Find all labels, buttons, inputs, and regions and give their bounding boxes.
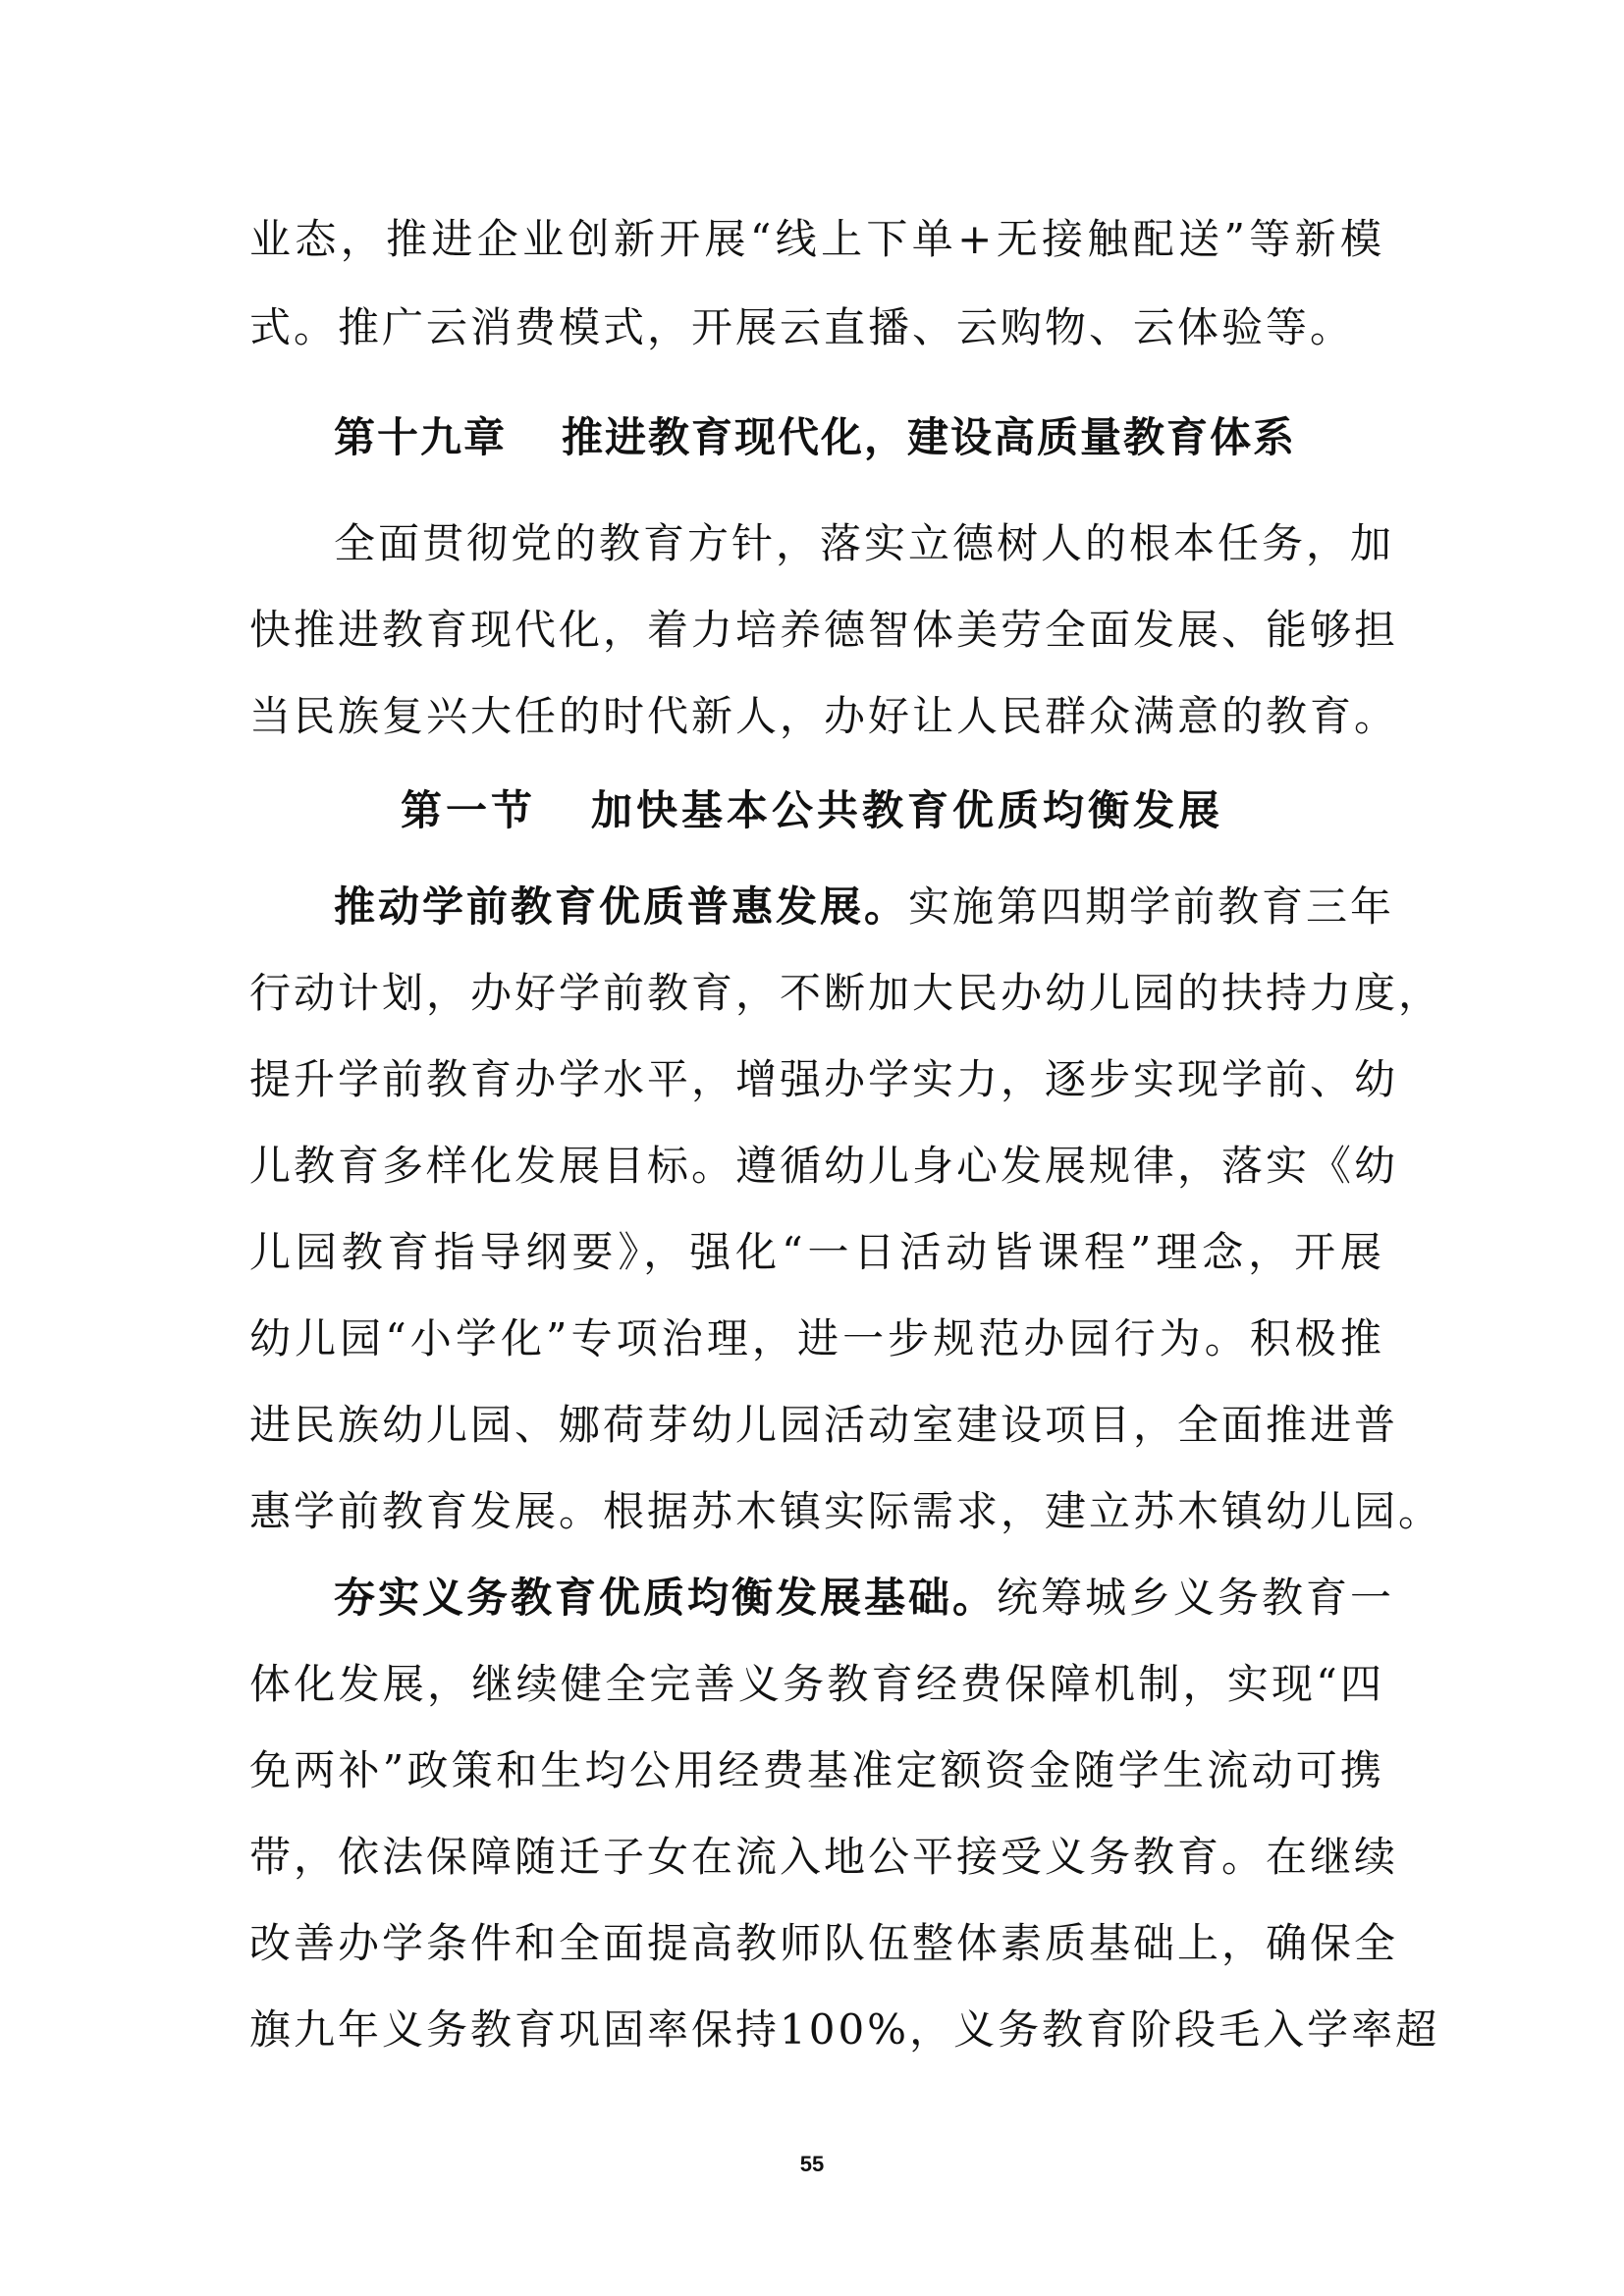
body-line: 式。推广云消费模式，开展云直播、云购物、云体验等。 xyxy=(249,303,1355,351)
paragraph-first-line xyxy=(334,864,1395,950)
body-line: 幼儿园“小学化”专项治理，进一步规范办园行为。积极推 xyxy=(249,1314,1384,1362)
body-line: 儿园教育指导纲要》，强化“一日活动皆课程”理念，开展 xyxy=(249,1228,1384,1276)
body-line: 儿教育多样化发展目标。遵循幼儿身心发展规律，落实《幼 xyxy=(249,1142,1399,1190)
paragraph-text: 统筹城乡义务教育一 xyxy=(997,1574,1395,1622)
page-number: 55 xyxy=(799,2152,825,2176)
body-line: 业态，推进企业创新开展“线上下单+无接触配送”等新模 xyxy=(249,215,1384,263)
body-line: 行动计划，办好学前教育，不断加大民办幼儿园的扶持力度， xyxy=(249,969,1443,1017)
body-line: 进民族幼儿园、娜荷芽幼儿园活动室建设项目，全面推进普 xyxy=(249,1401,1399,1449)
paragraph-lead: 推动学前教育优质普惠发展。 xyxy=(334,882,909,931)
section-number: 第一节 xyxy=(400,786,536,834)
paragraph-first-line xyxy=(334,1555,1395,1641)
section-heading xyxy=(0,768,1624,854)
body-line: 当民族复兴大任的时代新人，办好让人民群众满意的教育。 xyxy=(249,692,1399,740)
chapter-heading xyxy=(334,395,1296,481)
body-line: 体化发展，继续健全完善义务教育经费保障机制，实现“四 xyxy=(249,1660,1384,1708)
body-line: 快推进教育现代化，着力培养德智体美劳全面发展、能够担 xyxy=(249,606,1399,654)
paragraph-text: 实施第四期学前教育三年 xyxy=(908,882,1395,931)
body-line: 全面贯彻党的教育方针，落实立德树人的根本任务，加 xyxy=(334,519,1395,567)
body-line: 惠学前教育发展。根据苏木镇实际需求，建立苏木镇幼儿园。 xyxy=(249,1487,1443,1535)
body-line: 改善办学条件和全面提高教师队伍整体素质基础上，确保全 xyxy=(249,1919,1399,1967)
chapter-title: 推进教育现代化，建设高质量教育体系 xyxy=(562,413,1297,461)
body-line: 免两补”政策和生均公用经费基准定额资金随学生流动可携 xyxy=(249,1746,1384,1794)
section-title: 加快基本公共教育优质均衡发展 xyxy=(591,786,1224,834)
chapter-number: 第十九章 xyxy=(334,413,508,461)
paragraph-lead: 夯实义务教育优质均衡发展基础。 xyxy=(334,1574,998,1622)
body-line: 旗九年义务教育巩固率保持100%，义务教育阶段毛入学率超 xyxy=(249,2005,1440,2054)
body-line: 提升学前教育办学水平，增强办学实力，逐步实现学前、幼 xyxy=(249,1055,1399,1103)
body-line: 带，依法保障随迁子女在流入地公平接受义务教育。在继续 xyxy=(249,1833,1399,1881)
